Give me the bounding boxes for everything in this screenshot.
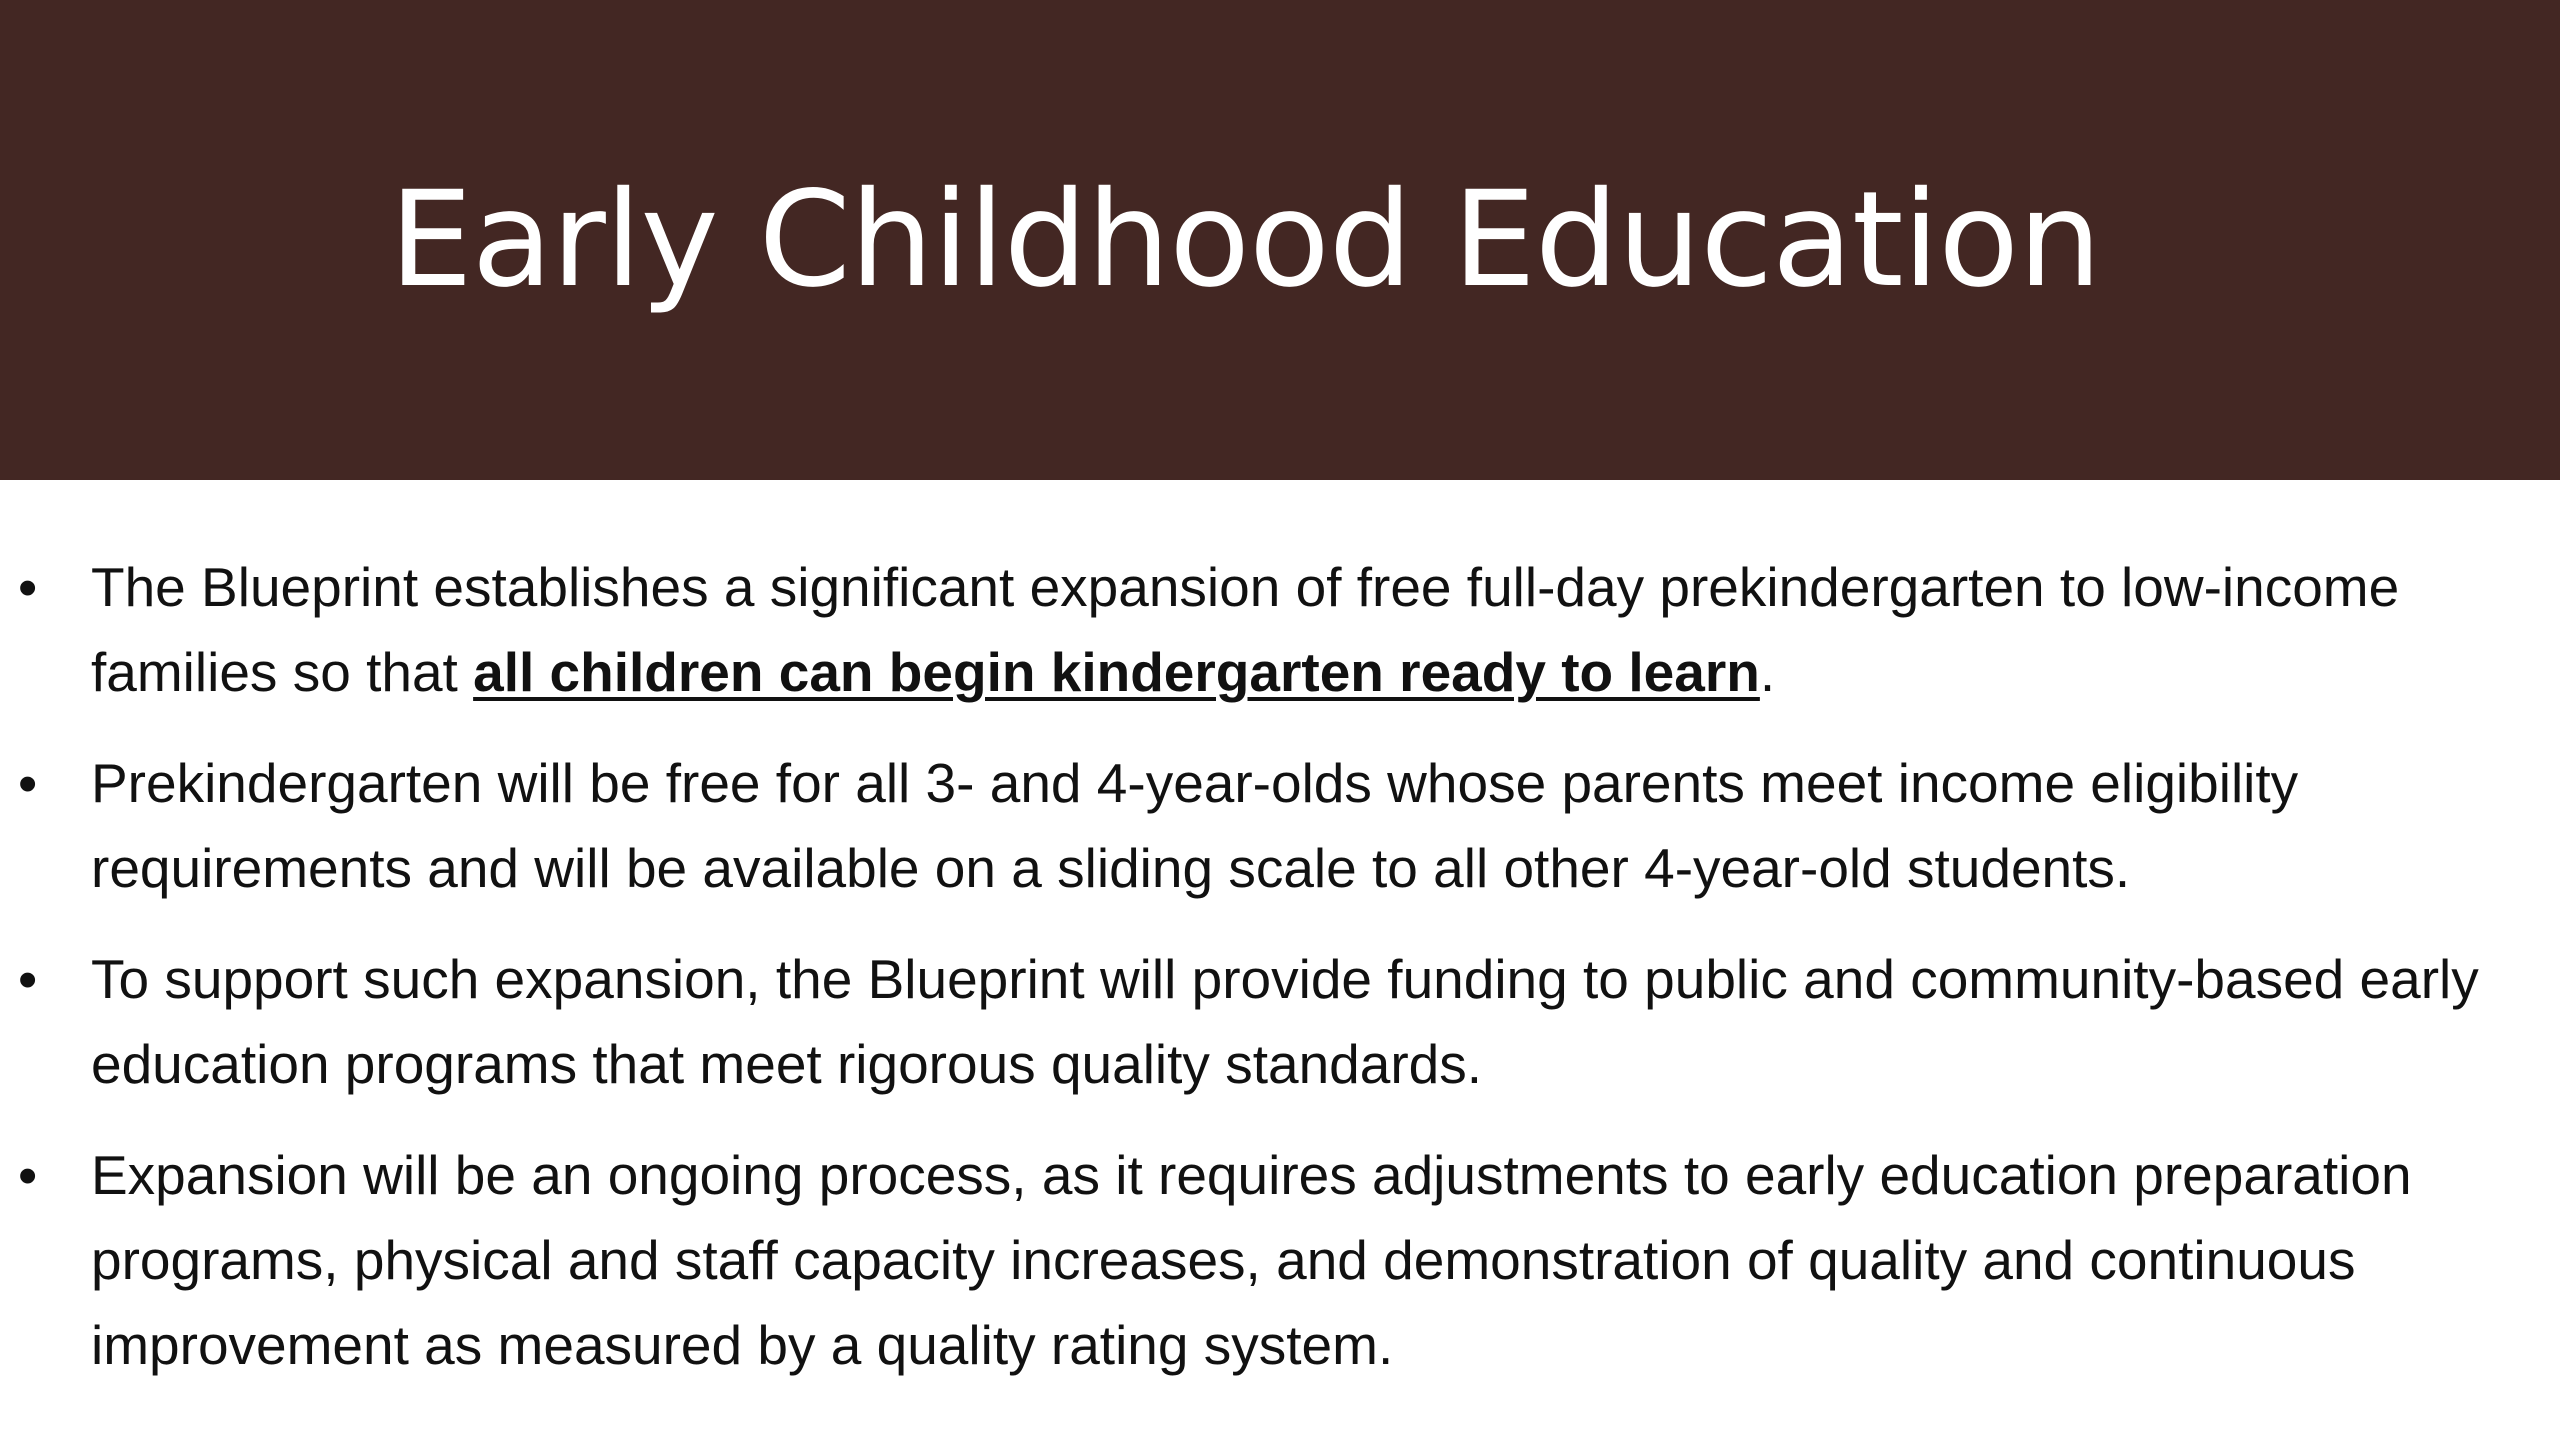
bullet-dot-icon: •	[18, 752, 38, 814]
slide-title: Early Childhood Education	[389, 163, 2101, 317]
emphasized-text: all children can begin kindergarten ready to learn	[473, 641, 1760, 703]
bullet-dot-icon: •	[18, 1144, 38, 1206]
bullet-text: The Blueprint establishes a significant expansion of free full-day prekindergarten to low-income families so that	[91, 556, 2400, 703]
bullet-text: To support such expansion, the Blueprint will provide funding to public and community-based early education programs that meet rigorous quality standards.	[91, 948, 2479, 1095]
bullet-dot-icon: •	[18, 556, 38, 618]
bullet-item	[0, 545, 2560, 715]
bullet-list	[0, 545, 2560, 1414]
bullet-item	[0, 741, 2560, 911]
bullet-text: Expansion will be an ongoing process, as it requires adjustments to early education preparation programs, physical and staff capacity increases, and demonstration of quality and continuous improvement as measured by a quality rating system.	[91, 1144, 2412, 1376]
title-bar	[0, 0, 2560, 480]
bullet-dot-icon: •	[18, 948, 38, 1010]
bullet-item	[0, 1133, 2560, 1388]
bullet-item	[0, 937, 2560, 1107]
bullet-text-end: .	[1759, 641, 1776, 703]
bullet-text: Prekindergarten will be free for all 3- and 4-year-olds whose parents meet income eligibility requirements and will be available on a sliding scale to all other 4-year-old students.	[91, 752, 2299, 899]
